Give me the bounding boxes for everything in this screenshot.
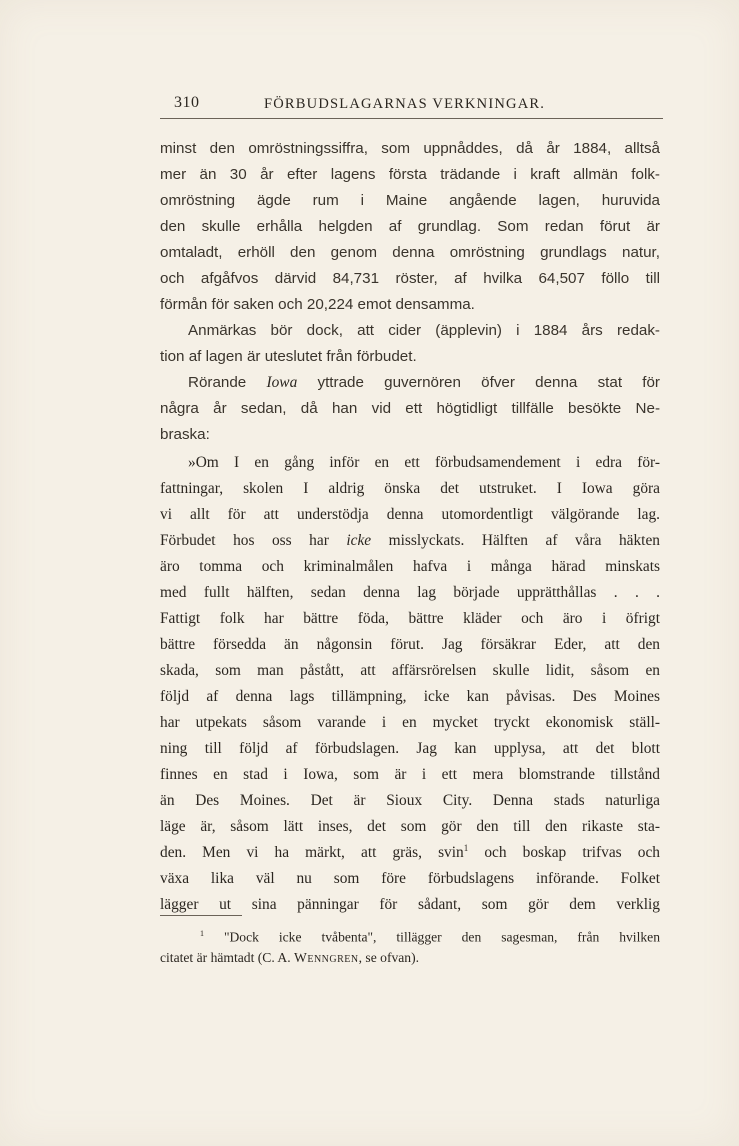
quote-line: bättre försedda än någonsin förut. Jag försäkrar Eder, att den (160, 636, 660, 653)
text-run: "Dock icke tvåbenta", tillägger den sagesman, från hvilken (204, 929, 660, 945)
quote-line (160, 528, 660, 554)
text-line: förmån för saken och 20,224 emot densamma. (160, 296, 475, 313)
header-rule (160, 118, 663, 119)
text-run: citatet är hämtadt (C. A. (160, 949, 295, 965)
text-line: minst den omröstningssiffra, som uppnåddes, då år 1884, alltså (160, 140, 660, 157)
footnote-ref: 1 (463, 842, 469, 853)
text-line: braska: (160, 426, 210, 443)
page-header (160, 94, 660, 116)
text-run: den. Men vi ha märkt, att gräs, svin (160, 844, 464, 861)
text-line: den skulle erhålla helgden af grundlag. Som redan förut är (160, 218, 660, 235)
footnote (160, 924, 660, 968)
page-number: 310 (174, 94, 200, 111)
quote-line: läge är, såsom lätt inses, det som gör den till den rikaste sta- (160, 818, 660, 835)
text-line: tion af lagen är uteslutet från förbudet. (160, 348, 417, 365)
footnote-marker: 1 (200, 929, 204, 938)
text-line: omröstning ägde rum i Maine angående lagen, huruvida (160, 192, 660, 209)
icke-italic: icke (346, 532, 372, 549)
text-line: några år sedan, då han vid ett högtidligt tillfälle besökte Ne- (160, 400, 660, 417)
text-run: och boskap trifvas och (468, 844, 660, 861)
quote-line: har utpekats såsom varande i en mycket tryckt ekonomisk ställ- (160, 714, 660, 731)
text-run: Förbudet hos oss har (160, 532, 347, 549)
quote-line: äro tomma och kriminalmålen hafva i många härad minskats (160, 558, 660, 575)
quote-line: fattningar, skolen I aldrig önska det utstruket. I Iowa göra (160, 480, 660, 497)
quote-line: vi allt för att understödja denna utomordentligt välgörande lag. (160, 506, 660, 523)
quote-line: växa lika väl nu som före förbudslagens införande. Folket (160, 870, 660, 887)
text-run: yttrade guvernören öfver denna stat för (297, 374, 660, 391)
footnote-rule (160, 915, 242, 916)
text-run: Rörande (188, 374, 267, 391)
quote-line: »Om I en gång inför en ett förbudsamendement i edra för- (188, 454, 660, 471)
quote-line: med fullt hälften, sedan denna lag började upprätthållas . . . (160, 584, 660, 601)
footnote-line (160, 924, 660, 948)
quote-line: lägger ut sina pänningar för sådant, som gör dem verklig (160, 896, 660, 913)
author-name: Wenngren (294, 949, 359, 965)
quote-line: finnes en stad i Iowa, som är i ett mera blomstrande tillstånd (160, 766, 660, 783)
text-line: Anmärkas bör dock, att cider (äpplevin) i 1884 års redak- (188, 322, 660, 339)
text-line: och afgåfvos därvid 84,731 röster, af hvilka 64,507 föllo till (160, 270, 660, 287)
quote-line: ning till följd af förbudslagen. Jag kan upplysa, att det blott (160, 740, 660, 757)
quote-line: Fattigt folk har bättre föda, bättre kläder och äro i öfrigt (160, 610, 660, 627)
quote-line: skada, som man påstått, att affärsrörelsen skulle lidit, såsom en (160, 662, 660, 679)
text-line (160, 370, 660, 396)
text-line: mer än 30 år efter lagens första trädande i kraft allmän folk- (160, 166, 660, 183)
quote-line: än Des Moines. Det är Sioux City. Denna stads naturliga (160, 792, 660, 809)
running-title: FÖRBUDSLAGARNAS VERKNINGAR. (264, 96, 546, 112)
footnote-line (160, 948, 660, 968)
quote-line (160, 840, 660, 866)
text-run: misslyckats. Hälften af våra häkten (371, 532, 660, 549)
iowa-italic: Iowa (266, 374, 298, 391)
text-run: , se ofvan). (358, 949, 420, 965)
quote-line: följd af denna lags tillämpning, icke kan påvisas. Des Moines (160, 688, 660, 705)
text-line: omtaladt, erhöll den genom denna omröstning grundlags natur, (160, 244, 660, 261)
